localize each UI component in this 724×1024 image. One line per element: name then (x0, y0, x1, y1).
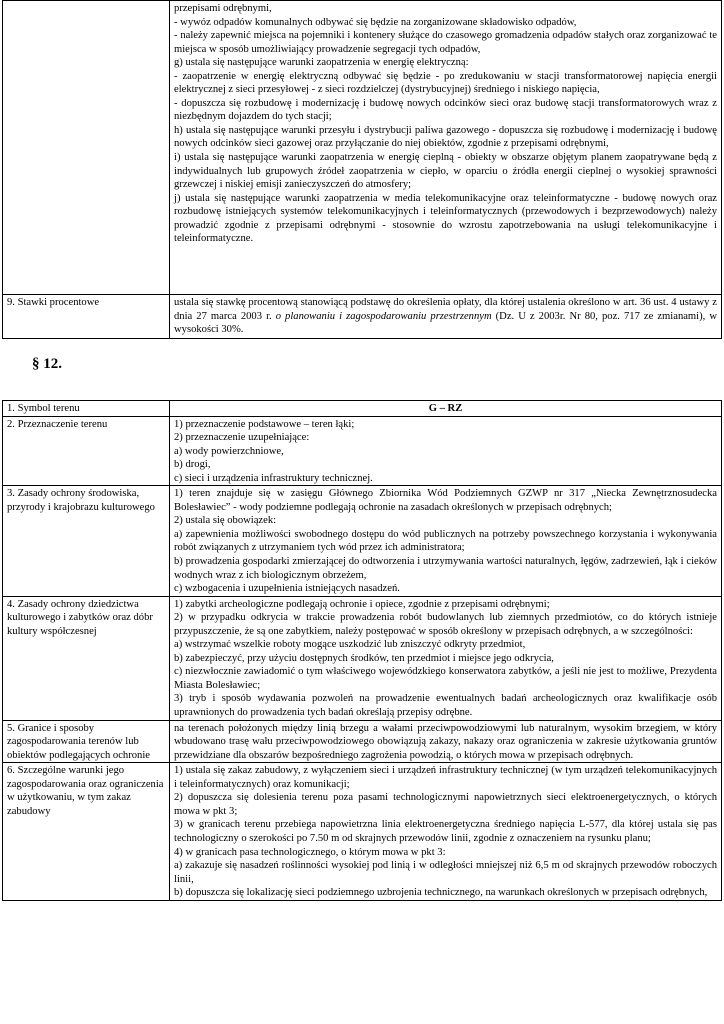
row-label: 4. Zasady ochrony dziedzictwa kulturowego i zabytków oraz dóbr kultury współczesnej (3, 596, 170, 720)
row-label: 1. Symbol terenu (3, 401, 170, 417)
text-line: - należy zapewnić miejsca na pojemniki i kontenery służące do czasowego gromadzenia odpadów stałych oraz zorganizować te miejsca w sposób umożliwiający prowadzenie segregacji tych odpadów, (174, 30, 717, 55)
text-line: 1) ustala się zakaz zabudowy, z wyłączeniem sieci i urządzeń infrastruktury technicznej (w tym urządzeń telekomunikacyjnych i teleinformatycznych) oraz komunikacji; (174, 765, 717, 790)
table-g-rz (2, 400, 722, 901)
row-label: 9. Stawki procentowe (3, 295, 170, 339)
row-text (170, 763, 722, 900)
text-line: 1) zabytki archeologiczne podlegają ochronie i opiece, zgodnie z przepisami odrębnymi; (174, 598, 550, 610)
text-line: 1) przeznaczenie podstawowe – teren łąki; (174, 418, 355, 430)
text-line: 3) tryb i sposób wydawania pozwoleń na prowadzenie ewentualnych badań archeologicznych oraz kwalifikacje osób uprawnionych do prowadzenia tych badań określają przepisy odrębne. (174, 693, 717, 719)
table-row (3, 596, 722, 720)
act-title: o planowaniu i zagospodarowaniu przestrzennym (275, 310, 492, 322)
text-line: 4) w granicach pasa technologicznego, o którym mowa w pkt 3: (174, 846, 446, 858)
empty-label-cell (3, 1, 170, 295)
text-line: 1) teren znajduje się w zasięgu Głównego Zbiornika Wód Podziemnych GZWP nr 317 „Niecka Zewnętrznosudecka Bolesławiec” - wody podziemne podlegają ochronie na zasadach określonych w przepisach odrębnych; (174, 488, 717, 513)
text-line: b) prowadzenia gospodarki zmierzającej do odtworzenia i utrzymywania wartości naturalnych, łęgów, zadrzewień, łąk i cieków wodnych wraz z ich biologicznym obrzeżem, (174, 556, 717, 581)
text-line: przepisami odrębnymi, (174, 3, 272, 14)
row-label: 3. Zasady ochrony środowiska, przyrody i krajobrazu kulturowego (3, 486, 170, 596)
row-text (170, 416, 722, 486)
text-line: 2) przeznaczenie uzupełniające: (174, 432, 310, 444)
text-line: c) sieci i urządzenia infrastruktury technicznej. (174, 472, 373, 484)
table-row (3, 486, 722, 596)
table-row (3, 401, 722, 417)
text-line: 2) w przypadku odkrycia w trakcie prowadzenia robót budowlanych lub ziemnych przedmiotów, co do których istnieje przypuszczenie, że są one zabytkiem, należy postępować w sposób określony w przepisach odrębnych, a w szczególności: (174, 612, 717, 637)
row-text (170, 295, 722, 339)
text-line: 2) dopuszcza się dolesienia terenu poza pasami technologicznymi napowietrznych sieci elektroenergetycznych, o których mowa w pkt 3; (174, 792, 717, 817)
text-line: - wywóz odpadów komunalnych odbywać się będzie na zorganizowane składowisko odpadów, (174, 16, 577, 28)
text-line: a) wstrzymać wszelkie roboty mogące uszkodzić lub zniszczyć odkryty przedmiot, (174, 639, 526, 651)
text-line: a) zakazuje się nasadzeń roślinności wysokiej pod linią i w odległości mniejszej niż 6,5 m od skrajnych przewodów roboczych linii, (174, 860, 717, 885)
text-line: na terenach położonych między linią brzegu a wałami przeciwpowodziowymi lub naturalnym, wysokim brzegiem, w który wbudowano trasę wału przeciwpowodziowego obowiązują zakazy, nakazy oraz ograniczenia w zakresie użytkowania gruntów przewidziane dla obszarów bezpośredniego zagrożenia powodzią, o których mowa w przepisach odrębnych. (174, 722, 717, 761)
text-line: h) ustala się następujące warunki przesyłu i dystrybucji paliwa gazowego - dopuszcza się rozbudowę i modernizację i budowę nowych odcinków sieci gazowej oraz przyłączanie do niej obiektów, zgodnie z przepisami odrębnymi, (174, 124, 717, 150)
row-label: 5. Granice i sposoby zagospodarowania terenów lub obiektów podlegających ochronie (3, 720, 170, 763)
text-line: b) dopuszcza się lokalizację sieci podziemnego uzbrojenia technicznego, na warunkach określonych w przepisach odrębnych, (174, 887, 708, 899)
infrastructure-text-cell (170, 1, 722, 295)
table-continuation (2, 0, 722, 339)
text-line: b) drogi, (174, 459, 211, 471)
row-text (170, 596, 722, 720)
table-row (3, 295, 722, 339)
text-line: c) wzbogacenia i uzupełnienia istniejących nasadzeń. (174, 583, 400, 595)
text-line: j) ustala się następujące warunki zaopatrzenia w media telekomunikacyjne oraz teleinformatyczne - budowę nowych oraz rozbudowę istniejących systemów telekomunikacyjnych i teleinformatycznych (przewodowych i bezprzewodowych) należy prowadzić zgodnie z przepisami odrębnymi - stosownie do wzrostu zapotrzebowania na usługi telekomunikacyjne i teleinformatyczne. (174, 192, 717, 245)
section-heading: § 12. (32, 356, 62, 372)
text-line: g) ustala się następujące warunki zaopatrzenia w energię elektryczną: (174, 57, 469, 69)
text-line: 3) w granicach terenu przebiega napowietrzna linia elektroenergetyczna średniego napięcia L-577, dla której ustala się pas technologiczny o szerokości po 7.50 m od skrajnych przewodów linii, zgodnie z oznaczeniem na rysunku planu; (174, 819, 717, 844)
text-line: - zaopatrzenie w energię elektryczną odbywać się będzie - po zredukowaniu w stacji transformatorowej napięcia energii elektrycznej z sieci przesyłowej - z sieci rozdzielczej (dystrybucyjnej) średniego i niskiego napięcia, (174, 70, 717, 96)
text-line: i) ustala się następujące warunki zaopatrzenia w energię cieplną - obiekty w obszarze objętym planem zaopatrywane będą z indywidualnych lub grupowych źródeł zaopatrzenia w ciepło, w oparciu o źródła energii cieplnej o wysokiej sprawności grzewczej i niskiej emisji zanieczyszczeń do atmosfery; (174, 152, 717, 191)
row-label: 2. Przeznaczenie terenu (3, 416, 170, 486)
table-row (3, 1, 722, 295)
table-row (3, 416, 722, 486)
row-label: 6. Szczególne warunki jego zagospodarowania oraz ograniczenia w użytkowaniu, w tym zakaz zabudowy (3, 763, 170, 900)
text-run: (Dz. U z 2003r. Nr 80, poz. 717 ze zmianami), w wysokości 30%. (174, 310, 717, 336)
table-row (3, 720, 722, 763)
text-line: 2) ustala się obowiązek: (174, 515, 277, 527)
table-row (3, 763, 722, 900)
text-line: a) wody powierzchniowe, (174, 445, 284, 457)
text-line: c) niezwłocznie zawiadomić o tym właściwego wojewódzkiego konserwatora zabytków, a jeśli nie jest to możliwe, Prezydenta Miasta Bolesławiec; (174, 666, 717, 691)
text-line: - dopuszcza się rozbudowę i modernizację i budowę nowych odcinków sieci oraz budowę stacji transformatorowych wraz z niezbędnym dojazdem do tych stacji; (174, 97, 717, 123)
text-line: a) zapewnienia możliwości swobodnego dostępu do wód publicznych na potrzeby powszechnego korzystania i wykonywania robót związanych z utrzymaniem tych wód przez ich administratora; (174, 528, 717, 554)
row-text (170, 486, 722, 596)
text-run: ustala się stawkę procentową stanowiącą podstawę do określenia opłaty, dla której ustalenia określono w art. 36 ust. 4 ustawy z dnia 27 marca 2003 r. (174, 297, 717, 322)
row-text (170, 720, 722, 763)
symbol-value: G – RZ (170, 401, 722, 417)
text-line: b) zabezpieczyć, przy użyciu dostępnych środków, ten przedmiot i miejsce jego odkrycia, (174, 652, 554, 664)
